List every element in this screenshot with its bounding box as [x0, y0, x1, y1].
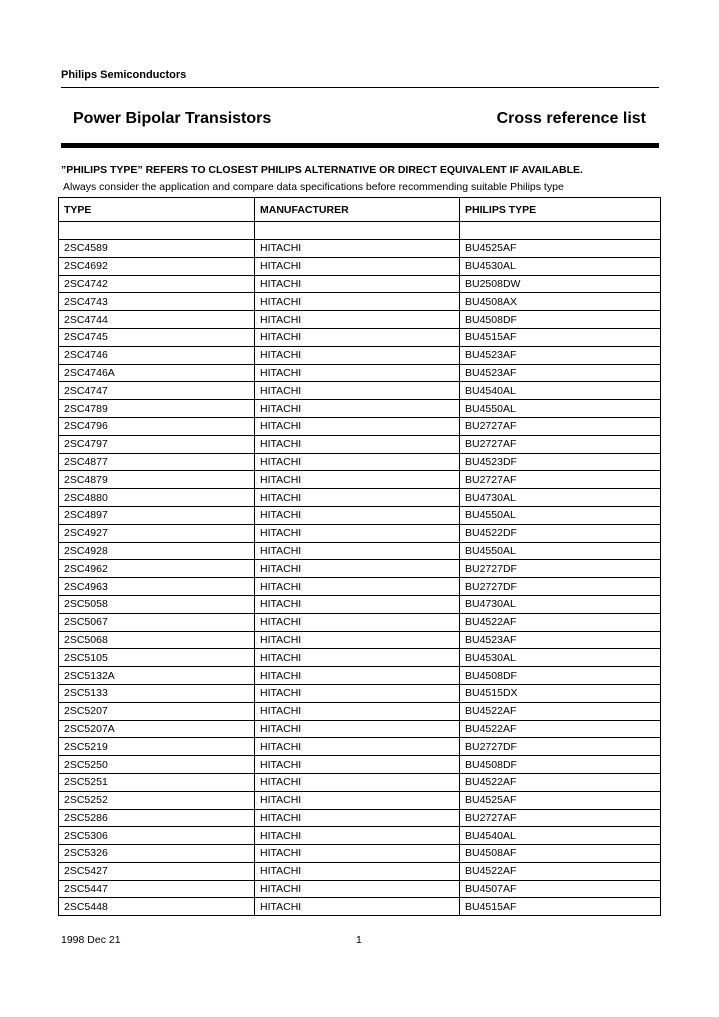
- table-row: [59, 400, 661, 418]
- notice-text: ”PHILIPS TYPE” REFERS TO CLOSEST PHILIPS ALTERNATIVE OR DIRECT EQUIVALENT IF AVAILABLE.: [61, 164, 583, 176]
- manufacturer-cell: HITACHI: [255, 631, 460, 649]
- table-row: [59, 862, 661, 880]
- philips-type-cell: BU2727DF: [460, 738, 661, 756]
- manufacturer-cell: HITACHI: [255, 845, 460, 863]
- type-cell: 2SC4880: [59, 489, 255, 507]
- manufacturer-cell: HITACHI: [255, 275, 460, 293]
- title-rule: [61, 143, 659, 148]
- document-title: Power Bipolar Transistors: [73, 110, 272, 127]
- philips-type-cell: BU2727AF: [460, 809, 661, 827]
- type-cell: 2SC5133: [59, 684, 255, 702]
- table-row: [59, 489, 661, 507]
- philips-type-cell: BU4730AL: [460, 595, 661, 613]
- type-cell: 2SC4746A: [59, 364, 255, 382]
- manufacturer-cell: HITACHI: [255, 613, 460, 631]
- philips-type-cell: BU4508DF: [460, 756, 661, 774]
- manufacturer-cell: HITACHI: [255, 400, 460, 418]
- philips-type-cell: BU4508DF: [460, 311, 661, 329]
- table-row: [59, 471, 661, 489]
- philips-type-cell: BU2508DW: [460, 275, 661, 293]
- table-row: [59, 702, 661, 720]
- type-cell: 2SC4796: [59, 417, 255, 435]
- table-row: [59, 382, 661, 400]
- manufacturer-cell: HITACHI: [255, 489, 460, 507]
- column-header-manufacturer: MANUFACTURER: [255, 198, 460, 222]
- type-cell: 2SC4879: [59, 471, 255, 489]
- table-row: [59, 631, 661, 649]
- table-row: [59, 738, 661, 756]
- philips-type-cell: BU2727AF: [460, 417, 661, 435]
- manufacturer-cell: HITACHI: [255, 595, 460, 613]
- table-row: [59, 649, 661, 667]
- page-number: 1: [356, 934, 362, 946]
- manufacturer-cell: HITACHI: [255, 738, 460, 756]
- type-cell: 2SC5068: [59, 631, 255, 649]
- table-row: [59, 364, 661, 382]
- table-row: [59, 791, 661, 809]
- column-header-type: TYPE: [59, 198, 255, 222]
- manufacturer-cell: HITACHI: [255, 560, 460, 578]
- philips-type-cell: BU4523AF: [460, 364, 661, 382]
- philips-type-cell: BU4525AF: [460, 240, 661, 258]
- footer-date: 1998 Dec 21: [61, 934, 121, 946]
- header-rule: [61, 87, 659, 88]
- type-cell: 2SC5447: [59, 880, 255, 898]
- table-row: [59, 773, 661, 791]
- type-cell: 2SC5105: [59, 649, 255, 667]
- table-row: [59, 524, 661, 542]
- table-row: [59, 293, 661, 311]
- philips-type-cell: BU2727AF: [460, 435, 661, 453]
- philips-type-cell: BU4522DF: [460, 524, 661, 542]
- type-cell: 2SC4963: [59, 578, 255, 596]
- philips-type-cell: BU4550AL: [460, 506, 661, 524]
- manufacturer-cell: HITACHI: [255, 684, 460, 702]
- philips-type-cell: BU4508AX: [460, 293, 661, 311]
- manufacturer-cell: HITACHI: [255, 328, 460, 346]
- table-row: [59, 880, 661, 898]
- philips-type-cell: BU4508DF: [460, 667, 661, 685]
- type-cell: 2SC4589: [59, 240, 255, 258]
- type-cell: 2SC5058: [59, 595, 255, 613]
- manufacturer-cell: HITACHI: [255, 453, 460, 471]
- philips-type-cell: BU4730AL: [460, 489, 661, 507]
- type-cell: 2SC4742: [59, 275, 255, 293]
- type-cell: 2SC5207A: [59, 720, 255, 738]
- manufacturer-cell: HITACHI: [255, 257, 460, 275]
- table-row: [59, 809, 661, 827]
- philips-type-cell: BU4523AF: [460, 346, 661, 364]
- type-cell: 2SC4789: [59, 400, 255, 418]
- company-name: Philips Semiconductors: [61, 69, 187, 81]
- type-cell: 2SC4927: [59, 524, 255, 542]
- table-row: [59, 435, 661, 453]
- manufacturer-cell: HITACHI: [255, 649, 460, 667]
- manufacturer-cell: HITACHI: [255, 364, 460, 382]
- table-row: [59, 560, 661, 578]
- manufacturer-cell: HITACHI: [255, 862, 460, 880]
- philips-type-cell: BU4530AL: [460, 257, 661, 275]
- philips-type-cell: BU2727AF: [460, 471, 661, 489]
- philips-type-cell: BU4515AF: [460, 328, 661, 346]
- philips-type-cell: BU4522AF: [460, 862, 661, 880]
- type-cell: 2SC4877: [59, 453, 255, 471]
- advice-text: Always consider the application and compare data specifications before recommending suitable Philips type: [63, 181, 564, 193]
- type-cell: 2SC5207: [59, 702, 255, 720]
- blank-cell: [255, 222, 460, 240]
- table-row: [59, 257, 661, 275]
- philips-type-cell: BU4525AF: [460, 791, 661, 809]
- philips-type-cell: BU4522AF: [460, 773, 661, 791]
- type-cell: 2SC5326: [59, 845, 255, 863]
- table-row: [59, 240, 661, 258]
- type-cell: 2SC4744: [59, 311, 255, 329]
- table-row: [59, 328, 661, 346]
- philips-type-cell: BU2727DF: [460, 578, 661, 596]
- type-cell: 2SC4797: [59, 435, 255, 453]
- philips-type-cell: BU2727DF: [460, 560, 661, 578]
- table-row: [59, 684, 661, 702]
- table-row: [59, 845, 661, 863]
- philips-type-cell: BU4530AL: [460, 649, 661, 667]
- blank-row: [59, 222, 661, 240]
- manufacturer-cell: HITACHI: [255, 667, 460, 685]
- manufacturer-cell: HITACHI: [255, 720, 460, 738]
- type-cell: 2SC5251: [59, 773, 255, 791]
- table-row: [59, 827, 661, 845]
- manufacturer-cell: HITACHI: [255, 773, 460, 791]
- type-cell: 2SC5286: [59, 809, 255, 827]
- philips-type-cell: BU4523DF: [460, 453, 661, 471]
- philips-type-cell: BU4515AF: [460, 898, 661, 916]
- table-row: [59, 595, 661, 613]
- table-row: [59, 542, 661, 560]
- manufacturer-cell: HITACHI: [255, 827, 460, 845]
- type-cell: 2SC4692: [59, 257, 255, 275]
- table-row: [59, 898, 661, 916]
- table-row: [59, 667, 661, 685]
- manufacturer-cell: HITACHI: [255, 240, 460, 258]
- cross-reference-table: [58, 197, 661, 916]
- type-cell: 2SC5219: [59, 738, 255, 756]
- type-cell: 2SC4745: [59, 328, 255, 346]
- philips-type-cell: BU4540AL: [460, 827, 661, 845]
- philips-type-cell: BU4523AF: [460, 631, 661, 649]
- manufacturer-cell: HITACHI: [255, 346, 460, 364]
- table-row: [59, 275, 661, 293]
- table-row: [59, 417, 661, 435]
- type-cell: 2SC4747: [59, 382, 255, 400]
- manufacturer-cell: HITACHI: [255, 506, 460, 524]
- type-cell: 2SC5067: [59, 613, 255, 631]
- manufacturer-cell: HITACHI: [255, 311, 460, 329]
- type-cell: 2SC5448: [59, 898, 255, 916]
- manufacturer-cell: HITACHI: [255, 809, 460, 827]
- philips-type-cell: BU4550AL: [460, 400, 661, 418]
- manufacturer-cell: HITACHI: [255, 898, 460, 916]
- manufacturer-cell: HITACHI: [255, 293, 460, 311]
- manufacturer-cell: HITACHI: [255, 435, 460, 453]
- manufacturer-cell: HITACHI: [255, 524, 460, 542]
- type-cell: 2SC4743: [59, 293, 255, 311]
- type-cell: 2SC4962: [59, 560, 255, 578]
- philips-type-cell: BU4508AF: [460, 845, 661, 863]
- philips-type-cell: BU4522AF: [460, 702, 661, 720]
- type-cell: 2SC5252: [59, 791, 255, 809]
- table-row: [59, 453, 661, 471]
- table-row: [59, 613, 661, 631]
- manufacturer-cell: HITACHI: [255, 417, 460, 435]
- type-cell: 2SC4746: [59, 346, 255, 364]
- manufacturer-cell: HITACHI: [255, 791, 460, 809]
- manufacturer-cell: HITACHI: [255, 471, 460, 489]
- type-cell: 2SC5132A: [59, 667, 255, 685]
- type-cell: 2SC4928: [59, 542, 255, 560]
- manufacturer-cell: HITACHI: [255, 578, 460, 596]
- blank-cell: [59, 222, 255, 240]
- manufacturer-cell: HITACHI: [255, 542, 460, 560]
- document-type: Cross reference list: [496, 110, 646, 127]
- manufacturer-cell: HITACHI: [255, 702, 460, 720]
- table-row: [59, 756, 661, 774]
- blank-cell: [460, 222, 661, 240]
- table-row: [59, 720, 661, 738]
- type-cell: 2SC4897: [59, 506, 255, 524]
- column-header-philips-type: PHILIPS TYPE: [460, 198, 661, 222]
- table-header-row: [59, 198, 661, 222]
- table-row: [59, 311, 661, 329]
- philips-type-cell: BU4540AL: [460, 382, 661, 400]
- manufacturer-cell: HITACHI: [255, 880, 460, 898]
- manufacturer-cell: HITACHI: [255, 382, 460, 400]
- philips-type-cell: BU4522AF: [460, 720, 661, 738]
- manufacturer-cell: HITACHI: [255, 756, 460, 774]
- table-row: [59, 506, 661, 524]
- type-cell: 2SC5306: [59, 827, 255, 845]
- philips-type-cell: BU4550AL: [460, 542, 661, 560]
- philips-type-cell: BU4507AF: [460, 880, 661, 898]
- table-row: [59, 346, 661, 364]
- philips-type-cell: BU4515DX: [460, 684, 661, 702]
- philips-type-cell: BU4522AF: [460, 613, 661, 631]
- type-cell: 2SC5427: [59, 862, 255, 880]
- type-cell: 2SC5250: [59, 756, 255, 774]
- table-row: [59, 578, 661, 596]
